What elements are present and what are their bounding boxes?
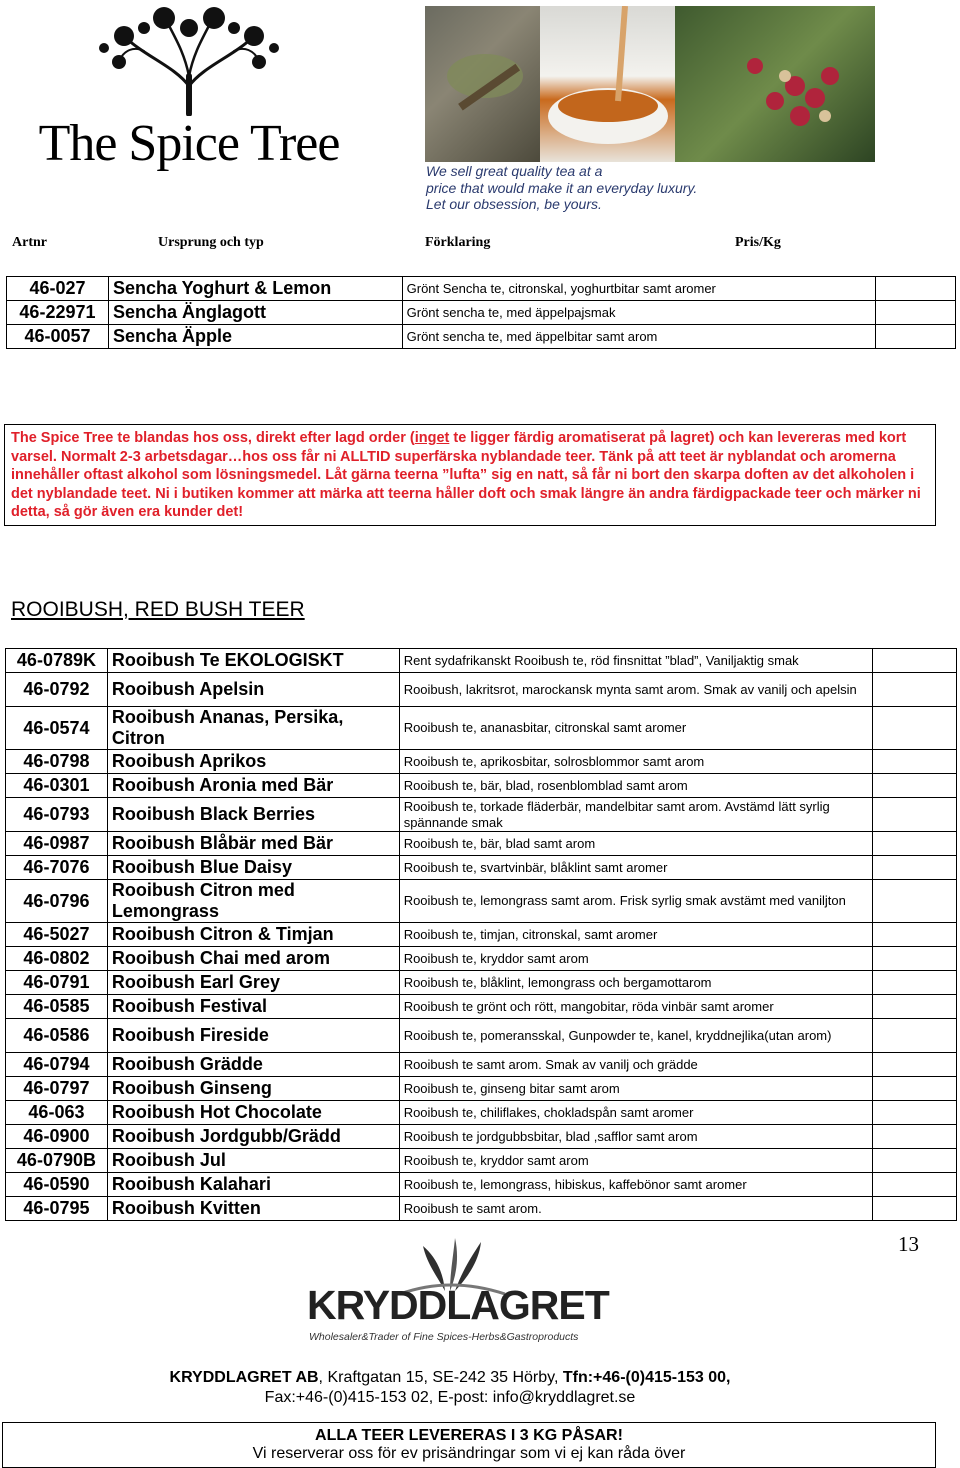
- product-name: Rooibush Te EKOLOGISKT: [107, 649, 399, 673]
- tagline-line: We sell great quality tea at a: [426, 163, 603, 179]
- table-row: [6, 995, 957, 1019]
- spice-tree-logo: [24, 6, 354, 176]
- product-description: Rooibush te, timjan, citronskal, samt aromer: [399, 923, 872, 947]
- product-name: Rooibush Fireside: [107, 1019, 399, 1053]
- product-description: Rooibush te, torkade fläderbär, mandelbitar samt arom. Avstämd lätt syrlig spännande smak: [399, 798, 872, 832]
- article-number: 46-7076: [6, 856, 108, 880]
- section-title: ROOIBUSH, RED BUSH TEER: [11, 598, 305, 621]
- notice-text: The Spice Tree te blandas hos oss, direkt efter lagd order (: [11, 430, 415, 446]
- product-description: Rooibush te, blåklint, lemongrass och bergamottarom: [399, 971, 872, 995]
- header-explanation: Förklaring: [425, 235, 491, 250]
- product-description: Rooibush te, bär, blad, rosenblomblad samt arom: [399, 774, 872, 798]
- article-number: 46-22971: [7, 301, 109, 325]
- product-description: Grönt Sencha te, citronskal, yoghurtbitar samt aromer: [402, 277, 875, 301]
- product-description: Rooibush te, pomeransskal, Gunpowder te, kanel, kryddnejlika(utan arom): [399, 1019, 872, 1053]
- product-name: Sencha Yoghurt & Lemon: [108, 277, 402, 301]
- product-price: [873, 750, 957, 774]
- product-description: Rooibush te, chiliflakes, chokladspån samt aromer: [399, 1101, 872, 1125]
- article-number: 46-0797: [6, 1077, 108, 1101]
- article-number: 46-0301: [6, 774, 108, 798]
- table-row: [6, 798, 957, 832]
- product-name: Rooibush Aronia med Bär: [107, 774, 399, 798]
- article-number: 46-0793: [6, 798, 108, 832]
- table-row: [7, 301, 956, 325]
- product-description: Rooibush te samt arom. Smak av vanilj och grädde: [399, 1053, 872, 1077]
- product-price: [873, 1197, 957, 1221]
- product-name: Rooibush Festival: [107, 995, 399, 1019]
- table-row: [6, 832, 957, 856]
- table-row: [6, 750, 957, 774]
- footer-company: KRYDDLAGRET AB: [169, 1369, 319, 1386]
- product-description: Rooibush te, aprikosbitar, solrosblommor samt arom: [399, 750, 872, 774]
- article-number: 46-5027: [6, 923, 108, 947]
- sencha-table: [6, 276, 956, 349]
- product-price: [873, 832, 957, 856]
- product-name: Rooibush Citron med Lemongrass: [107, 880, 399, 923]
- product-price: [873, 1101, 957, 1125]
- article-number: 46-0798: [6, 750, 108, 774]
- product-description: Grönt sencha te, med äppelpajsmak: [402, 301, 875, 325]
- table-row: [6, 1101, 957, 1125]
- table-row: [6, 1019, 957, 1053]
- product-price: [873, 947, 957, 971]
- table-row: [7, 277, 956, 301]
- product-name: Rooibush Kvitten: [107, 1197, 399, 1221]
- product-description: Rent sydafrikanskt Rooibush te, röd finsnittat ”blad”, Vaniljaktig smak: [399, 649, 872, 673]
- article-number: 46-0790B: [6, 1149, 108, 1173]
- product-price: [873, 856, 957, 880]
- product-description: Rooibush, lakritsrot, marockansk mynta samt arom. Smak av vanilj och apelsin: [399, 673, 872, 707]
- footer-address-text: , Kraftgatan 15, SE-242 35 Hörby,: [318, 1369, 563, 1386]
- table-row: [7, 325, 956, 349]
- article-number: 46-027: [7, 277, 109, 301]
- table-row: [6, 947, 957, 971]
- footer-address: [0, 1369, 900, 1387]
- product-name: Rooibush Chai med arom: [107, 947, 399, 971]
- product-description: Rooibush te, lemongrass samt arom. Frisk syrlig smak avstämt med vaniljton: [399, 880, 872, 923]
- product-price: [873, 1125, 957, 1149]
- product-price: [873, 1149, 957, 1173]
- product-name: Rooibush Blåbär med Bär: [107, 832, 399, 856]
- table-row: [6, 774, 957, 798]
- article-number: 46-0796: [6, 880, 108, 923]
- product-description: Rooibush te, kryddor samt arom: [399, 947, 872, 971]
- product-name: Sencha Äpple: [108, 325, 402, 349]
- product-description: Rooibush te, lemongrass, hibiskus, kaffebönor samt aromer: [399, 1173, 872, 1197]
- article-number: 46-0574: [6, 707, 108, 750]
- product-name: Rooibush Kalahari: [107, 1173, 399, 1197]
- product-name: Rooibush Earl Grey: [107, 971, 399, 995]
- blending-notice: [4, 424, 936, 526]
- product-price: [873, 707, 957, 750]
- product-price: [873, 798, 957, 832]
- tea-leaves-photo: [425, 6, 540, 162]
- table-row: [6, 1125, 957, 1149]
- product-name: Sencha Änglagott: [108, 301, 402, 325]
- product-name: Rooibush Blue Daisy: [107, 856, 399, 880]
- product-name: Rooibush Grädde: [107, 1053, 399, 1077]
- header-price: Pris/Kg: [735, 235, 781, 250]
- product-price: [873, 923, 957, 947]
- product-name: Rooibush Citron & Timjan: [107, 923, 399, 947]
- product-price: [876, 277, 956, 301]
- tagline-line: Let our obsession, be yours.: [426, 196, 602, 212]
- product-name: Rooibush Ananas, Persika, Citron: [107, 707, 399, 750]
- article-number: 46-0794: [6, 1053, 108, 1077]
- notice-text: te ligger färdig aromatiserat på lagret) och kan levereras med kort varsel. Normalt 2-3 arbetsdagar…hos oss får ni ALLTID superfärska nyblandade teer. Tänk på att teet är nyblandat och aromerna innehåller oftast alkohol som lösningsmedel. Låt gärna teerna ”lufta” sig en natt, så får ni bort den skarpa doften av det alkoholen i det nyblandade teet. Ni i butiken kommer att märka att teerna håller doft och smak längre än andra färdigpackade teer och märker ni detta, så gör även era kunder det!: [11, 430, 921, 520]
- table-row: [6, 673, 957, 707]
- product-price: [873, 1053, 957, 1077]
- table-row: [6, 1053, 957, 1077]
- tree-icon: [24, 6, 354, 116]
- product-description: Rooibush te grönt och rött, mangobitar, röda vinbär samt aromer: [399, 995, 872, 1019]
- article-number: 46-0792: [6, 673, 108, 707]
- product-description: Rooibush te, kryddor samt arom: [399, 1149, 872, 1173]
- table-row: [6, 1077, 957, 1101]
- product-price: [873, 673, 957, 707]
- table-row: [6, 1173, 957, 1197]
- article-number: 46-0586: [6, 1019, 108, 1053]
- product-description: Rooibush te, bär, blad samt arom: [399, 832, 872, 856]
- header-origin: Ursprung och typ: [158, 235, 264, 250]
- price-change-notice: Vi reserverar oss för ev prisändringar som vi ej kan råda över: [252, 1445, 686, 1462]
- product-price: [873, 1173, 957, 1197]
- product-price: [873, 1019, 957, 1053]
- product-name: Rooibush Aprikos: [107, 750, 399, 774]
- article-number: 46-0585: [6, 995, 108, 1019]
- table-row: [6, 971, 957, 995]
- article-number: 46-0802: [6, 947, 108, 971]
- article-number: 46-063: [6, 1101, 108, 1125]
- table-row: [6, 707, 957, 750]
- product-description: Grönt sencha te, med äppelbitar samt arom: [402, 325, 875, 349]
- product-price: [873, 971, 957, 995]
- article-number: 46-0791: [6, 971, 108, 995]
- product-price: [876, 325, 956, 349]
- table-row: [6, 880, 957, 923]
- kryddlagret-tagline: Wholesaler&Trader of Fine Spices-Herbs&Gastroproducts: [309, 1331, 579, 1343]
- product-price: [873, 995, 957, 1019]
- rooibus-table: [5, 648, 957, 1221]
- product-description: Rooibush te jordgubbsbitar, blad ,safflor samt arom: [399, 1125, 872, 1149]
- table-row: [6, 923, 957, 947]
- delivery-notice: ALLA TEER LEVERERAS I 3 KG PÅSAR!: [315, 1427, 623, 1444]
- product-name: Rooibush Black Berries: [107, 798, 399, 832]
- article-number: 46-0987: [6, 832, 108, 856]
- product-name: Rooibush Ginseng: [107, 1077, 399, 1101]
- kryddlagret-logo: [305, 1236, 609, 1354]
- tagline-line: price that would make it an everyday luxury.: [426, 179, 698, 196]
- page-number: 13: [898, 1232, 919, 1256]
- notice-underlined: inget: [414, 430, 450, 446]
- table-row: [6, 649, 957, 673]
- berries-photo: [675, 6, 875, 162]
- product-price: [873, 880, 957, 923]
- product-price: [873, 1077, 957, 1101]
- article-number: 46-0590: [6, 1173, 108, 1197]
- product-name: Rooibush Hot Chocolate: [107, 1101, 399, 1125]
- article-number: 46-0795: [6, 1197, 108, 1221]
- product-description: Rooibush te samt arom.: [399, 1197, 872, 1221]
- kryddlagret-logo-text: KRYDDLAGRET: [307, 1282, 609, 1328]
- article-number: 46-0789K: [6, 649, 108, 673]
- teacup-photo: [540, 6, 675, 162]
- table-row: [6, 856, 957, 880]
- footer-phone: Tfn:+46-(0)415-153 00,: [562, 1369, 731, 1386]
- brand-logo-text: The Spice Tree: [38, 115, 340, 172]
- delivery-notice-box: [2, 1422, 936, 1468]
- article-number: 46-0057: [7, 325, 109, 349]
- product-description: Rooibush te, ananasbitar, citronskal samt aromer: [399, 707, 872, 750]
- footer-fax-email: Fax:+46-(0)415-153 02, E-post: info@kryddlagret.se: [264, 1389, 636, 1406]
- product-name: Rooibush Jordgubb/Grädd: [107, 1125, 399, 1149]
- product-description: Rooibush te, svartvinbär, blåklint samt aromer: [399, 856, 872, 880]
- product-name: Rooibush Jul: [107, 1149, 399, 1173]
- product-description: Rooibush te, ginseng bitar samt arom: [399, 1077, 872, 1101]
- product-price: [876, 301, 956, 325]
- table-row: [6, 1149, 957, 1173]
- tagline: [426, 163, 746, 213]
- header-artnr: Artnr: [12, 235, 47, 250]
- product-name: Rooibush Apelsin: [107, 673, 399, 707]
- product-price: [873, 649, 957, 673]
- product-price: [873, 774, 957, 798]
- table-row: [6, 1197, 957, 1221]
- article-number: 46-0900: [6, 1125, 108, 1149]
